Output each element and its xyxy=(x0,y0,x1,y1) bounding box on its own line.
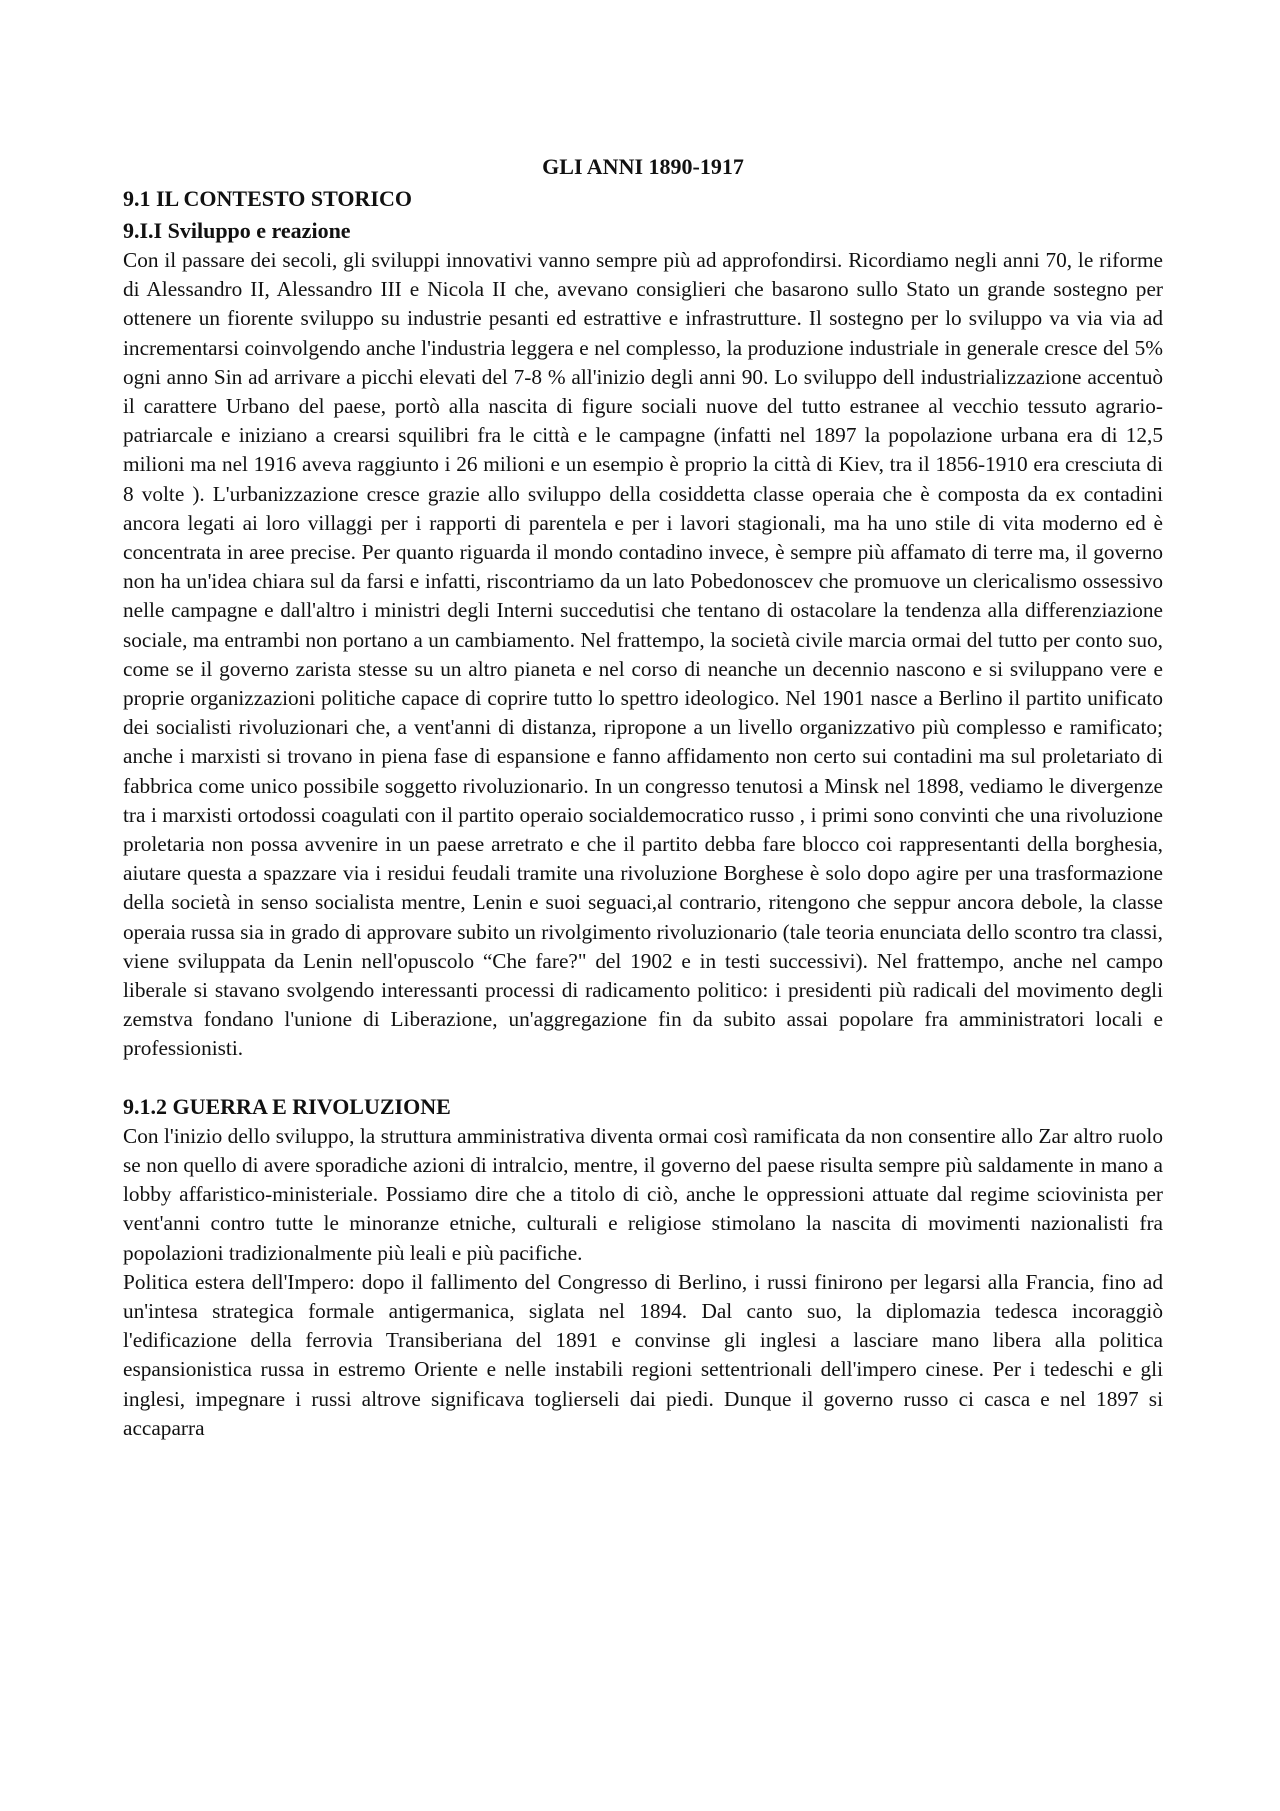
body-paragraph: Con il passare dei secoli, gli sviluppi innovativi vanno sempre più ad approfondirsi. Ricordiamo negli anni 70, le riforme di Alessandro II, Alessandro III e Nicola II che, avevano consiglieri che basarono sullo Stato un grande sostegno per ottenere un fiorente sviluppo su industrie pesanti ed estrattive e infrastrutture. Il sostegno per lo sviluppo va via via ad incrementarsi coinvolgendo anche l'industria leggera e nel complesso, la produzione industriale in generale cresce del 5% ogni anno Sin ad arrivare a picchi elevati del 7-8 % all'inizio degli anni 90. Lo sviluppo dell industrializzazione accentuò il carattere Urbano del paese, portò alla nascita di figure sociali nuove del tutto estranee al vecchio tessuto agrario-patriarcale e iniziano a crearsi squilibri fra le città e le campagne (infatti nel 1897 la popolazione urbana era di 12,5 milioni ma nel 1916 aveva raggiunto i 26 milioni e un esempio è proprio la città di Kiev, tra il 1856-1910 era cresciuta di 8 volte ). L'urbanizzazione cresce grazie allo sviluppo della cosiddetta classe operaia che è composta da ex contadini ancora legati ai loro villaggi per i rapporti di parentela e per i lavori stagionali, ma ha uno stile di vita moderno ed è concentrata in aree precise. Per quanto riguarda il mondo contadino invece, è sempre più affamato di terre ma, il governo non ha un'idea chiara sul da farsi e infatti, riscontriamo da un lato Pobedonoscev che promuove un clericalismo ossessivo nelle campagne e dall'altro i ministri degli Interni succedutisi che tentano di ostacolare la tendenza alla differenziazione sociale, ma entrambi non portano a un cambiamento. Nel frattempo, la società civile marcia ormai del tutto per conto suo, come se il governo zarista stesse su un altro pianeta e nel corso di neanche un decennio nascono e si sviluppano vere e proprie organizzazioni politiche capace di coprire tutto lo spettro ideologico. Nel 1901 nasce a Berlino il partito unificato dei socialisti rivoluzionari che, a vent'anni di distanza, ripropone a un livello organizzativo più complesso e ramificato; anche i marxisti si trovano in piena fase di espansione e fanno affidamento non certo sui contadini ma sul proletariato di fabbrica come unico possibile soggetto rivoluzionario. In un congresso tenutosi a Minsk nel 1898, vediamo le divergenze tra i marxisti ortodossi coagulati con il partito operaio socialdemocratico russo , i primi sono convinti che una rivoluzione proletaria non possa avvenire in un paese arretrato e che il partito debba fare blocco coi rappresentanti della borghesia, aiutare questa a spazzare via i residui feudali tramite una rivoluzione Borghese è solo dopo agire per una trasformazione della società in senso socialista mentre, Lenin e suoi seguaci,al contrario, ritengono che seppur ancora debole, la classe operaia russa sia in grado di approvare subito un rivolgimento rivoluzionario (tale teoria enunciata dello scontro tra classi, viene sviluppata da Lenin nell'opuscolo “Che fare?" del 1902 e in testi successivi). Nel frattempo, anche nel campo liberale si stavano svolgendo interessanti processi di radicamento politico: i presidenti più radicali del movimento degli zemstva fondano l'unione di Liberazione, un'aggregazione fin da subito assai popolare fra amministratori locali e professionisti. xyxy=(123,248,1163,1061)
section-heading: 9.1 IL CONTESTO STORICO xyxy=(123,186,412,211)
subsection-heading: 9.I.I Sviluppo e reazione xyxy=(123,218,351,243)
subsection-heading: 9.1.2 GUERRA E RIVOLUZIONE xyxy=(123,1093,451,1119)
document-page xyxy=(123,152,1163,1443)
document-title: GLI ANNI 1890-1917 xyxy=(542,154,744,179)
body-paragraph: Con l'inizio dello sviluppo, la struttura amministrativa diventa ormai così ramificata da non consentire allo Zar altro ruolo se non quello di avere sporadiche azioni di intralcio, mentre, il governo del paese risulta sempre più saldamente in mano a lobby affaristico-ministeriale. Possiamo dire che a titolo di ciò, anche le oppressioni attuate dal regime sciovinista per vent'anni contro tutte le minoranze etniche, culturali e religiose stimolano la nascita di movimenti nazionalisti fra popolazioni tradizionalmente più leali e più pacifiche. xyxy=(123,1123,1163,1265)
paragraph-spacer xyxy=(123,1064,1163,1092)
body-paragraph: Politica estera dell'Impero: dopo il fallimento del Congresso di Berlino, i russi finirono per legarsi alla Francia, fino ad un'intesa strategica formale antigermanica, siglata nel 1894. Dal canto suo, la diplomazia tedesca incoraggiò l'edificazione della ferrovia Transiberiana del 1891 e convinse gli inglesi a lasciare mano libera alla politica espansionistica russa in estremo Oriente e nelle instabili regioni settentrionali dell'impero cinese. Per i tedeschi e gli inglesi, impegnare i russi altrove significava toglierseli dai piedi. Dunque il governo russo ci casca e nel 1897 si accaparra xyxy=(123,1269,1163,1440)
